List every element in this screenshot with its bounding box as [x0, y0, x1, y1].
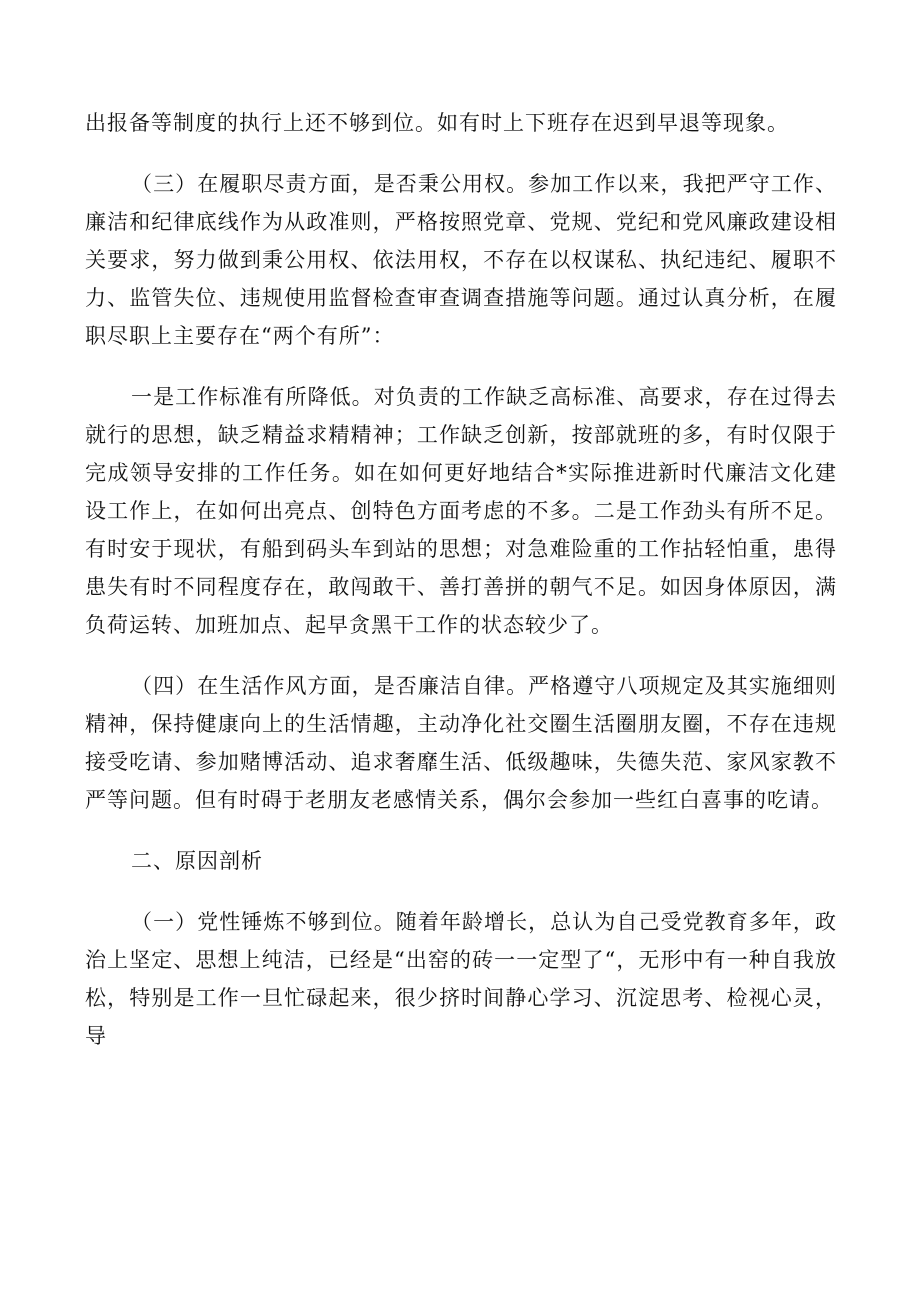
paragraph-work-standards: 一是工作标准有所降低。对负责的工作缺乏高标准、高要求，存在过得去就行的思想，缺乏精益求精精神；工作缺乏创新，按部就班的多，有时仅限于完成领导安排的工作任务。如在如何更好地结合*实际推进新时代廉洁文化建设工作上，在如何出亮点、创特色方面考虑的不多。二是工作劲头有所不足。有时安于现状，有船到码头车到站的思想；对急难险重的工作拈轻怕重，患得患失有时不同程度存在，敢闯敢干、善打善拼的朝气不足。如因身体原因，满负荷运转、加班加点、起早贪黑干工作的状态较少了。 [85, 385, 837, 637]
document-body [85, 104, 837, 1055]
paragraph-section-three: （三）在履职尽责方面，是否秉公用权。参加工作以来，我把严守工作、廉洁和纪律底线作为从政准则，严格按照党章、党规、党纪和党风廉政建设相关要求，努力做到秉公用权、依法用权，不存在以权谋私、执纪违纪、履职不力、监管失位、违规使用监督检查审查调查措施等问题。通过认真分析，在履职尽职上主要存在“两个有所”： [85, 172, 837, 348]
paragraph-cause-one: （一）党性锤炼不够到位。随着年龄增长，总认为自己受党教育多年，政治上坚定、思想上纯洁，已经是“出窑的砖一一定型了“，无形中有一种自我放松，特别是工作一旦忙碌起来，很少挤时间静心学习、沉淀思考、检视心灵，导 [85, 910, 837, 1048]
paragraph-continuation: 出报备等制度的执行上还不够到位。如有时上下班存在迟到早退等现象。 [85, 111, 789, 135]
paragraph-section-four: （四）在生活作风方面，是否廉洁自律。严格遵守八项规定及其实施细则精神，保持健康向上的生活情趣，主动净化社交圈生活圈朋友圈，不存在违规接受吃请、参加赌博活动、追求奢靡生活、低级趣味，失德失范、家风家教不严等问题。但有时碍于老朋友老感情关系，偶尔会参加一些红白喜事的吃请。 [85, 674, 837, 812]
heading-cause-analysis: 二、原因剖析 [131, 849, 263, 873]
